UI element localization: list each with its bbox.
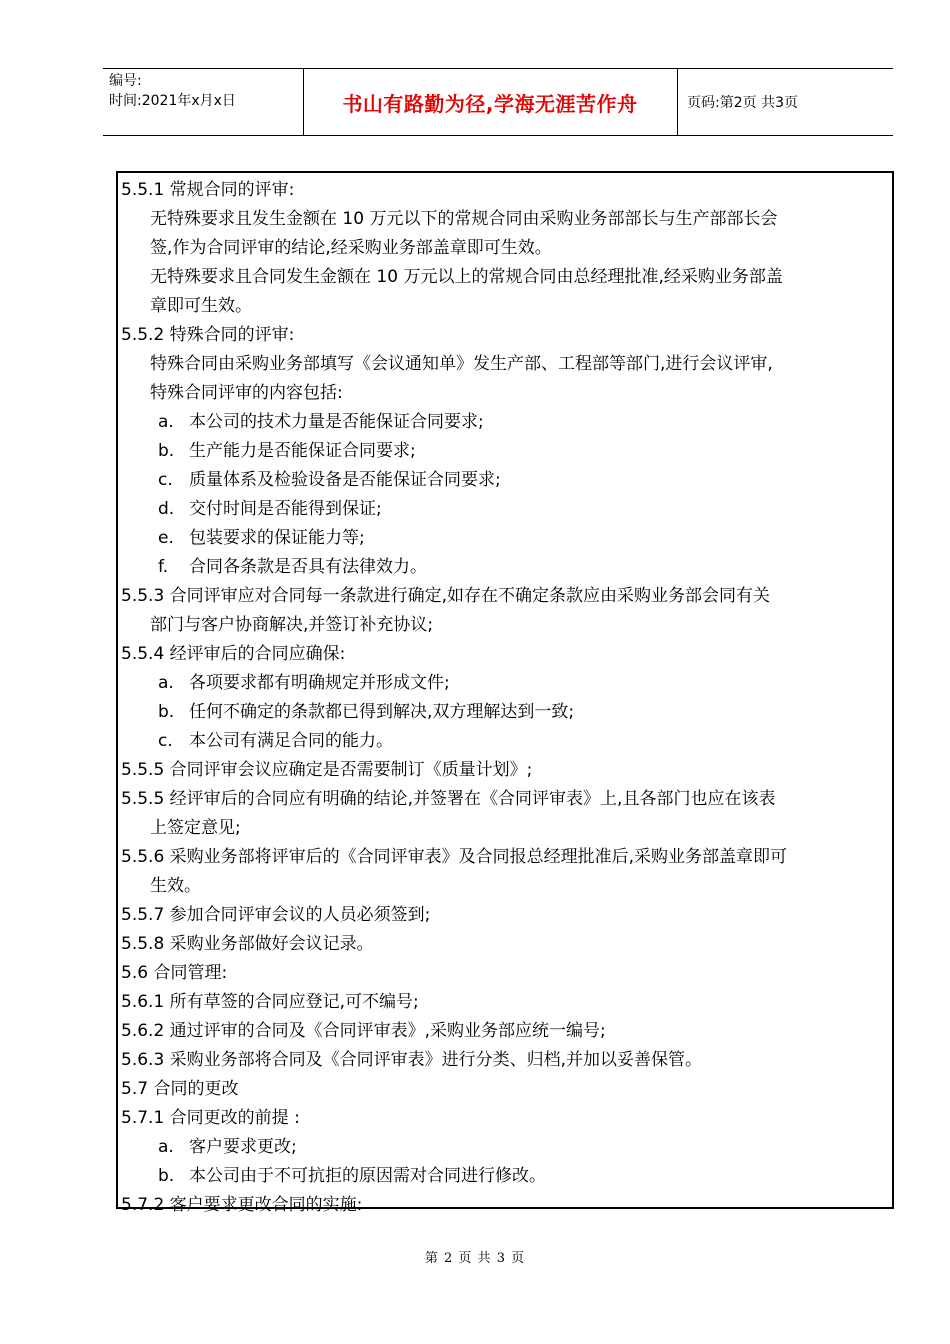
- content-lines: [118, 176, 892, 1220]
- section-heading: 5.5.1 常规合同的评审:: [121, 180, 295, 200]
- header-page-number: 页码:第2页 共3页: [687, 95, 798, 111]
- section-heading: 5.5.2 特殊合同的评审:: [121, 325, 295, 345]
- section-heading: 5.5.4 经评审后的合同应确保:: [121, 644, 346, 664]
- paragraph-line: 特殊合同由采购业务部填写《会议通知单》发生产部、工程部等部门,进行会议评审,: [150, 354, 773, 374]
- section-heading: 5.7.1 合同更改的前提 :: [121, 1108, 300, 1128]
- list-item: c. 本公司有满足合同的能力。: [118, 727, 892, 756]
- page-header: [103, 68, 893, 136]
- section-heading: 5.7.2 客户要求更改合同的实施:: [121, 1195, 363, 1215]
- paragraph-line: 部门与客户协商解决,并签订补充协议;: [150, 615, 434, 635]
- paragraph-line: 生效。: [150, 876, 201, 896]
- list-item: d. 交付时间是否能得到保证;: [118, 495, 892, 524]
- list-item: b. 任何不确定的条款都已得到解决,双方理解达到一致;: [118, 698, 892, 727]
- list-item-label: a.: [158, 673, 174, 693]
- section-heading: 5.5.5 经评审后的合同应有明确的结论,并签署在《合同评审表》上,且各部门也应在该表: [121, 789, 776, 809]
- list-item-label: a.: [158, 412, 174, 432]
- list-item: a. 客户要求更改;: [118, 1133, 892, 1162]
- list-item-label: d.: [158, 499, 175, 519]
- list-item: e. 包装要求的保证能力等;: [118, 524, 892, 553]
- document-number-label: 编号:: [109, 73, 142, 89]
- section-heading: 5.7 合同的更改: [121, 1079, 239, 1099]
- paragraph-line: 章即可生效。: [150, 296, 252, 316]
- header-meta: [109, 71, 303, 111]
- section-heading: 5.6.3 采购业务部将合同及《合同评审表》进行分类、归档,并加以妥善保管。: [121, 1050, 703, 1070]
- page-footer: 第 2 页 共 3 页: [424, 1251, 526, 1266]
- paragraph-line: 无特殊要求且合同发生金额在 10 万元以上的常规合同由总经理批准,经采购业务部盖: [150, 267, 783, 287]
- section-heading: 5.5.6 采购业务部将评审后的《合同评审表》及合同报总经理批准后,采购业务部盖章即可: [121, 847, 788, 867]
- list-item-label: b.: [158, 441, 175, 461]
- section-heading: 5.5.5 合同评审会议应确定是否需要制订《质量计划》;: [121, 760, 533, 780]
- document-time-label: 时间:2021年x月x日: [109, 93, 236, 109]
- list-item: a. 各项要求都有明确规定并形成文件;: [118, 669, 892, 698]
- list-item: b. 本公司由于不可抗拒的原因需对合同进行修改。: [118, 1162, 892, 1191]
- list-item-label: b.: [158, 1166, 175, 1186]
- section-heading: 5.5.3 合同评审应对合同每一条款进行确定,如存在不确定条款应由采购业务部会同有关: [121, 586, 771, 606]
- list-item-label: c.: [158, 731, 173, 751]
- section-heading: 5.6.1 所有草签的合同应登记,可不编号;: [121, 992, 419, 1012]
- section-heading: 5.6.2 通过评审的合同及《合同评审表》,采购业务部应统一编号;: [121, 1021, 606, 1041]
- paragraph-line: 上签定意见;: [150, 818, 241, 838]
- paragraph-line: 特殊合同评审的内容包括:: [150, 383, 343, 403]
- section-heading: 5.5.8 采购业务部做好会议记录。: [121, 934, 374, 954]
- section-heading: 5.6 合同管理:: [121, 963, 228, 983]
- header-motto: 书山有路勤为径,学海无涯苦作舟: [342, 91, 638, 116]
- list-item-label: e.: [158, 528, 174, 548]
- section-heading: 5.5.7 参加合同评审会议的人员必须签到;: [121, 905, 431, 925]
- header-divider: [677, 69, 678, 135]
- content-frame: [116, 171, 894, 1215]
- list-item: c. 质量体系及检验设备是否能保证合同要求;: [118, 466, 892, 495]
- list-item: f. 合同各条款是否具有法律效力。: [118, 553, 892, 582]
- paragraph-line: 无特殊要求且发生金额在 10 万元以下的常规合同由采购业务部部长与生产部部长会: [150, 209, 778, 229]
- list-item-label: c.: [158, 470, 173, 490]
- list-item-label: f.: [158, 557, 169, 577]
- paragraph-line: 签,作为合同评审的结论,经采购业务部盖章即可生效。: [150, 238, 552, 258]
- list-item-label: a.: [158, 1137, 174, 1157]
- list-item: a. 本公司的技术力量是否能保证合同要求;: [118, 408, 892, 437]
- list-item: b. 生产能力是否能保证合同要求;: [118, 437, 892, 466]
- list-item-label: b.: [158, 702, 175, 722]
